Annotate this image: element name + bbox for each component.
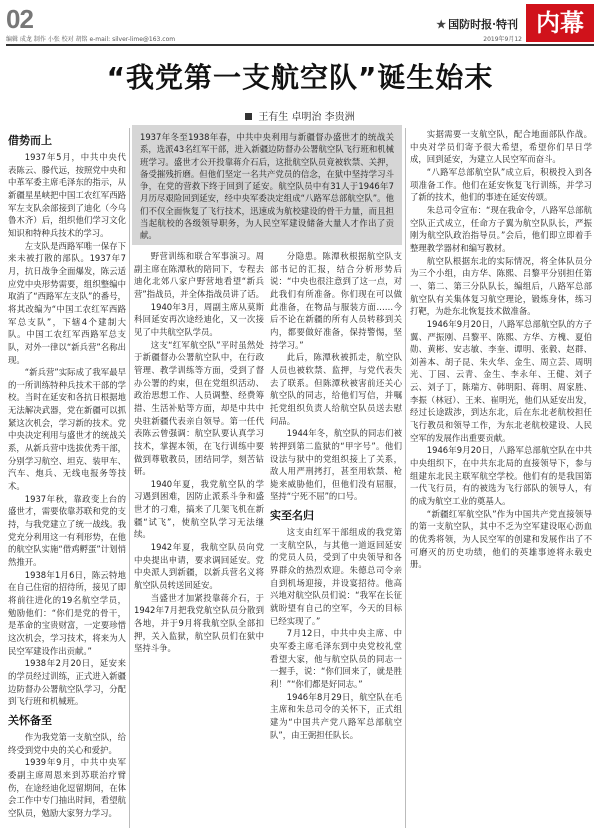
paragraph: 1938年1月6日，陈云特地在自己住宿的招待所，接见了即将前往进化的19名航空学员，勉励他们：“你们是党的骨干，是革命的宝贵财富，一定要珍惜这次机会，学习技术，将来为人民空军建设作出贡献。” [8,569,126,656]
editor-credits: 编辑 成龙 制作 小张 校对 胡铭 e-mail: silver-lime@163.com [6,36,176,43]
section-heading: 关怀备至 [8,713,52,727]
paragraph: 1946年9月20日，八路军总部航空队在中共中央组织下，在中共东北局的直接领导下，参与组建东北民主联军航空学校。他们有的是我国第一代飞行员，有的被选为飞行部队的领导人，有的成为航空工业的奠基人。 [410,445,592,507]
paragraph: 1938年2月20日，延安来的学员经过训练，正式进入新疆边防督办公署航空队学习，分配到飞行班和机械班。 [8,658,126,707]
section-tag: 内幕 [526,4,594,42]
header-rule [6,44,594,46]
paragraph: 1939年9月，中共中央军委副主席周恩来到苏联治疗臂伤，在途经迪化逗留期间，在体会工作中专门抽出时间，看望航空队员，勉励大家努力学习。 [8,757,126,818]
column-divider [129,128,130,828]
section-heading: 实至名归 [270,509,314,523]
column-divider [405,128,406,828]
paragraph: 1946年9月20日，八路军总部航空队的方子翼、严振刚、吕黎平、陈熙、方华、方槐、夏伯勋、黄彬、安志敏、李奎、谭明、张毅、赵群、刘善本、胡子昆、朱火华、金生、周立芸、周明光、丁园、云青、金生、李永年、王健、刘子云、刘子丁，陈瑞方、韩明阳、蒋明、周家胜、李振（林冠）、王来、崔明光，他们从延安出发，经过长途跋涉，到达东北，后在东北老航校担任飞行教员和领导工作，为东北老航校建设、人民空军的发展作出重要贡献。 [410,318,592,443]
paragraph: 这支“红军航空队”平时虽然处于新疆督办公署航空队中，在行政管理、教学训练等方面，受到了督办公署的约束，但在党组织活动、政治思想工作、人员调整、经费筹措、生活补贴等方面，却是中共中央驻新疆代表亲自领导。第一任代表陈云曾强调：航空队要认真学习技术，掌握本领，在飞行训练中要做到尊敬教员，团结同学，刻苦钻研。 [134,339,264,477]
paragraph: 1940年夏，我党航空队的学习遇到困难，因防止派系斗争和盛世才的刁难，搞来了几架飞机在新疆“试飞”，使航空队学习无法继续。 [134,478,264,540]
publication-label: 国防时报·特刊 [448,18,518,31]
byline [0,108,600,123]
publication-name [436,16,518,32]
paragraph: 这支由红军干部组成的我党第一支航空队，与其他一道返回延安的党员人员，受到了中央领导和各界群众的热烈欢迎。朱德总司令亲自到机场迎接，并设宴招待。他高兴地对航空队员们说：“我军在长征就盼望有自己的空军，今天的目标已经实现了。” [270,527,402,626]
paragraph: 1940年3月，周副主席从莫斯科回延安再次途经迪化，又一次接见了中共航空队学员。 [134,301,264,337]
paragraph: 此后，陈潭秋被抓走，航空队人员也被软禁、监押，与党代表失去了联系。但陈潭秋被害前还关心航空队的同志，给他们写信，并嘱托党组织负责人给航空队员送去慰问品。 [270,352,402,426]
section-heading: 借势而上 [8,134,52,147]
paragraph: 1946年8月29日，航空队在毛主席和朱总司令的关怀下，正式组建为“中国共产党八路军总部航空队”，由王弼担任队长。 [270,691,402,740]
headline: “我党第一支航空队”诞生始末 [106,61,494,94]
paragraph: 1942年夏，我航空队员向党中央提出申请，要求调回延安。党中央派人到新疆，以新兵营名义将航空队员转送回延安。 [134,542,264,591]
paragraph: 朱总司令宣布：“现在我命令，八路军总部航空队正式成立，任命方子翼为航空队队长，严振刚为航空队政治指导员。”会后，他们即立即着手整理教学器材和编写教材。 [410,204,592,253]
column-2 [134,250,264,828]
paragraph: 实据需要一支航空队，配合地面部队作战。中央对学员们寄予很大希望，希望你们早日学成，回到延安，为建立人民空军而奋斗。 [410,129,592,165]
page-header [0,0,600,48]
page-number: 02 [6,4,33,34]
square-bullet-icon [245,113,252,120]
paragraph: “八路军总部航空队”成立后，积极投入到各项准备工作。他们在延安恢复飞行训练，并学习了新的技术，他们的事迹在延安传颂。 [410,166,592,203]
paragraph: 航空队根据东北的实际情况，将全体队员分为三个小组，由方华、陈熙、吕黎平分别担任第一、第二、第三分队队长，编组后，八路军总部航空队有关集体复习航空理论，锻炼身体，练习打靶，为赴东北恢复技术做准备。 [410,255,592,317]
paragraph: 1937年5月，中共中央代表陈云、滕代远，按照党中央和中革军委主席毛泽东的指示，从新疆星星峡把中国工农红军西路军左支队余部接到了迪化（今乌鲁木齐）后，组织他们学习文化知识和特种兵技术的学习。 [8,152,126,238]
byline-authors: 王有生 卓明治 李贵洲 [258,112,355,123]
column-3 [270,250,402,828]
paragraph: 1937年秋，靠政变上台的盛世才，需要依靠苏联和党的支持，与我党建立了统一战线。我党充分利用这一有利形势，在他的航空队实施“借鸡孵蛋”计划悄然推开。 [8,493,126,567]
paragraph: 当盛世才加紧投靠蒋介石，于1942年7月把我党航空队员分散到各地，并于9月将我航空队全部扣押，关入监狱，航空队员们在狱中坚持斗争。 [134,592,264,654]
column-1 [8,128,126,828]
paragraph: 作为我党第一支航空队，给终受到党中央的关心和爱护。 [8,731,126,755]
column-4 [410,128,592,828]
paragraph: 1944年冬，航空队的同志们被转押到第二监狱的“甲字号”。他们设法与狱中的党组织接上了关系，敌人用严刑拷打，甚至用软禁、枪毙来威胁他们，但他们没有屈服，坚持“宁死不屈”的口号。 [270,428,402,502]
issue-date: 2019年9月12 [483,36,522,43]
paragraph: 7月12日，中共中央主席、中央军委主席毛泽东到中央党校礼堂看望大家，他与航空队员的同志一一握手，说：“你们回来了，就是胜利！”“你们都是好同志。” [270,628,402,689]
paragraph: “新疆红军航空队”作为中国共产党直接领导的第一支航空队，其中不乏为空军建设呕心沥血的优秀将领，为人民空军的创建和发展作出了不可磨灭的历史功绩，他们的英雄事迹将永载史册。 [410,508,592,570]
paragraph: 野营训练和联合军事演习。周副主席在陈潭秋的陪同下，专程去迪化北郊八家户野营地看望“新兵营”指战员，并全体指战员讲了话。 [134,251,264,299]
paragraph: 左支队是西路军唯一保存下来未被打散的部队。1937年7月，抗日战争全面爆发，陈云适应党中央形势需要，组织整编中取消了“西路军左支队”的番号，将其改编为“中国工农红军西路军总支队”，下辖4个建制大队。中国工农红军西路军总支队，对外一律以“新兵营”名称出现。 [8,240,126,365]
star-icon: ★ [436,18,447,31]
paragraph: “新兵营”实际成了我军最早的一所训练特种兵技术干部的学校。当时在延安和各抗日根据地无法解决武器，党在新疆可以抓紧这次机会，学习新的技术。党中央决定利用与盛世才的统战关系，从新兵营中选拔优秀干部，分别学习航空、坦克、装甲车、汽车、炮兵、无线电报务等技术。 [8,367,126,492]
paragraph: 分隐患。陈潭秋根据航空队支部书记的汇报，结合分析形势后说：“中央也很注意到了这一点，对此我们有所准备。你们现在可以做此准备，在物品与服装方面……今后不论在新疆的所有人员转移到关内，都要做好准备，保持警惕，坚持学习。” [270,251,402,350]
intro-box: 1937年冬至1938年春，中共中央利用与新疆督办盛世才的统战关系，选派43名红军干部，进入新疆边防督办公署航空队飞行班和机械班学习。盛世才公开投靠蒋介石后，这批航空队员竟被软禁、关押，备受摧残折磨。但他们坚定一名共产党员的信念，在狱中坚持学习斗争，在党的营救下终于回到了延安。航空队员中有31人于1946年7月历尽艰险回到延安，经中央军委决定组成“八路军总部航空队”。他们不仅全面恢复了飞行技术，迅速成为航校建设的骨干力量，而且担当起航校的各级领导职务，为人民空军建设储备大量人才作出了贡献。 [132,125,402,245]
